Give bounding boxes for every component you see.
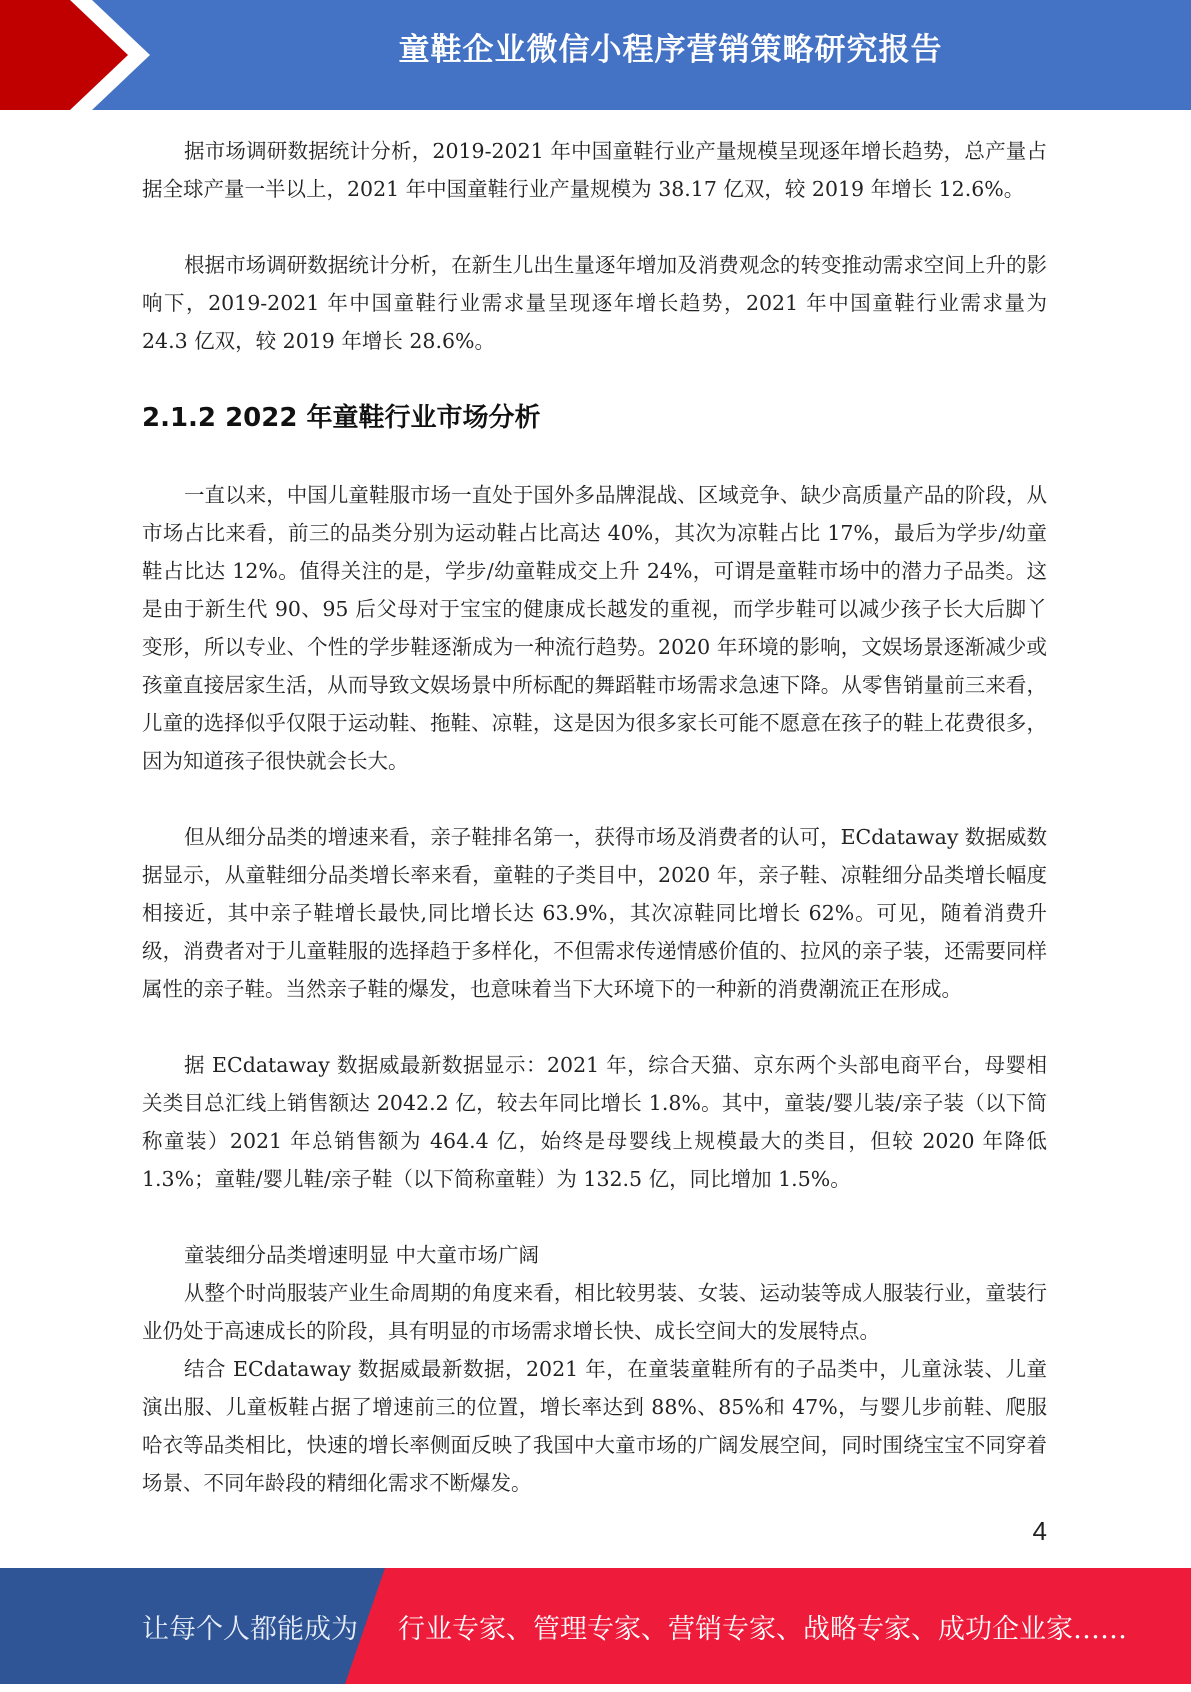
footer-slogan-right: 行业专家、管理专家、营销专家、战略专家、成功企业家…… <box>398 1614 1127 1645</box>
paragraph-demand: 根据市场调研数据统计分析，在新生儿出生量逐年增加及消费观念的转变推动需求空间上升的影响下，2019-2021 年中国童鞋行业需求量呈现逐年增长趋势，2021 年中国童鞋行业需求量为 24.3 亿双，较 2019 年增长 28.6%。 <box>142 253 1047 353</box>
paragraph-online-sales: 据 ECdataway 数据威最新数据显示：2021 年，综合天猫、京东两个头部电商平台，母婴相关类目总汇线上销售额达 2042.2 亿，较去年同比增长 1.8%。其中，童装/婴儿装/亲子装（以下简称童装）2021 年总销售额为 464.4 亿，始终是母婴线上规模最大的类目，但较 2020 年降低 1.3%；童鞋/婴儿鞋/亲子鞋（以下简称童鞋）为 132.5 亿，同比增加 1.5%。 <box>142 1053 1047 1191</box>
paragraph-parent-child-shoes: 但从细分品类的增速来看，亲子鞋排名第一，获得市场及消费者的认可，ECdataway 数据威数据显示，从童鞋细分品类增长率来看，童鞋的子类目中，2020 年，亲子鞋、凉鞋细分品类增长幅度相接近，其中亲子鞋增长最快,同比增长达 63.9%，其次凉鞋同比增长 62%。可见，随着消费升级，消费者对于儿童鞋服的选择趋于多样化，不但需求传递情感价值的、拉风的亲子装，还需要同样属性的亲子鞋。当然亲子鞋的爆发，也意味着当下大环境下的一种新的消费潮流正在形成。 <box>142 825 1047 1001</box>
paragraph-production: 据市场调研数据统计分析，2019-2021 年中国童鞋行业产量规模呈现逐年增长趋势，总产量占据全球产量一半以上，2021 年中国童鞋行业产量规模为 38.17 亿双，较 2019 年增长 12.6%。 <box>142 139 1047 201</box>
paragraph-growth-categories: 结合 ECdataway 数据威最新数据，2021 年，在童装童鞋所有的子品类中，儿童泳装、儿童演出服、儿童板鞋占据了增速前三的位置，增长率达到 88%、85%和 47%，与婴儿步前鞋、爬服哈衣等品类相比，快速的增长率侧面反映了我国中大童市场的广阔发展空间，同时围绕宝宝不同穿着场景、不同年龄段的精细化需求不断爆发。 <box>142 1357 1047 1495</box>
paragraph-subheading: 童装细分品类增速明显 中大童市场广阔 <box>184 1243 540 1267</box>
page-number: 4 <box>1032 1516 1047 1546</box>
header-chevron-decoration <box>0 0 150 110</box>
footer-slogan-left: 让每个人都能成为 <box>142 1614 358 1645</box>
paragraph-lifecycle: 从整个时尚服装产业生命周期的角度来看，相比较男装、女装、运动装等成人服装行业，童装行业仍处于高速成长的阶段，具有明显的市场需求增长快、成长空间大的发展特点。 <box>142 1281 1047 1343</box>
paragraph-market-share: 一直以来，中国儿童鞋服市场一直处于国外多品牌混战、区域竞争、缺少高质量产品的阶段，从市场占比来看，前三的品类分别为运动鞋占比高达 40%，其次为凉鞋占比 17%，最后为学步/幼童鞋占比达 12%。值得关注的是，学步/幼童鞋成交上升 24%，可谓是童鞋市场中的潜力子品类。这是由于新生代 90、95 后父母对于宝宝的健康成长越发的重视，而学步鞋可以减少孩子长大后脚丫变形，所以专业、个性的学步鞋逐渐成为一种流行趋势。2020 年环境的影响，文娱场景逐渐减少或孩童直接居家生活，从而导致文娱场景中所标配的舞蹈鞋市场需求急速下降。从零售销量前三来看，儿童的选择似乎仅限于运动鞋、拖鞋、凉鞋，这是因为很多家长可能不愿意在孩子的鞋上花费很多，因为知道孩子很快就会长大。 <box>142 483 1047 773</box>
main-content <box>142 132 1047 1502</box>
page-footer <box>0 1568 1191 1684</box>
page-header <box>0 0 1191 110</box>
report-title: 童鞋企业微信小程序营销策略研究报告 <box>398 32 943 68</box>
section-heading: 2.1.2 2022 年童鞋行业市场分析 <box>142 403 541 433</box>
